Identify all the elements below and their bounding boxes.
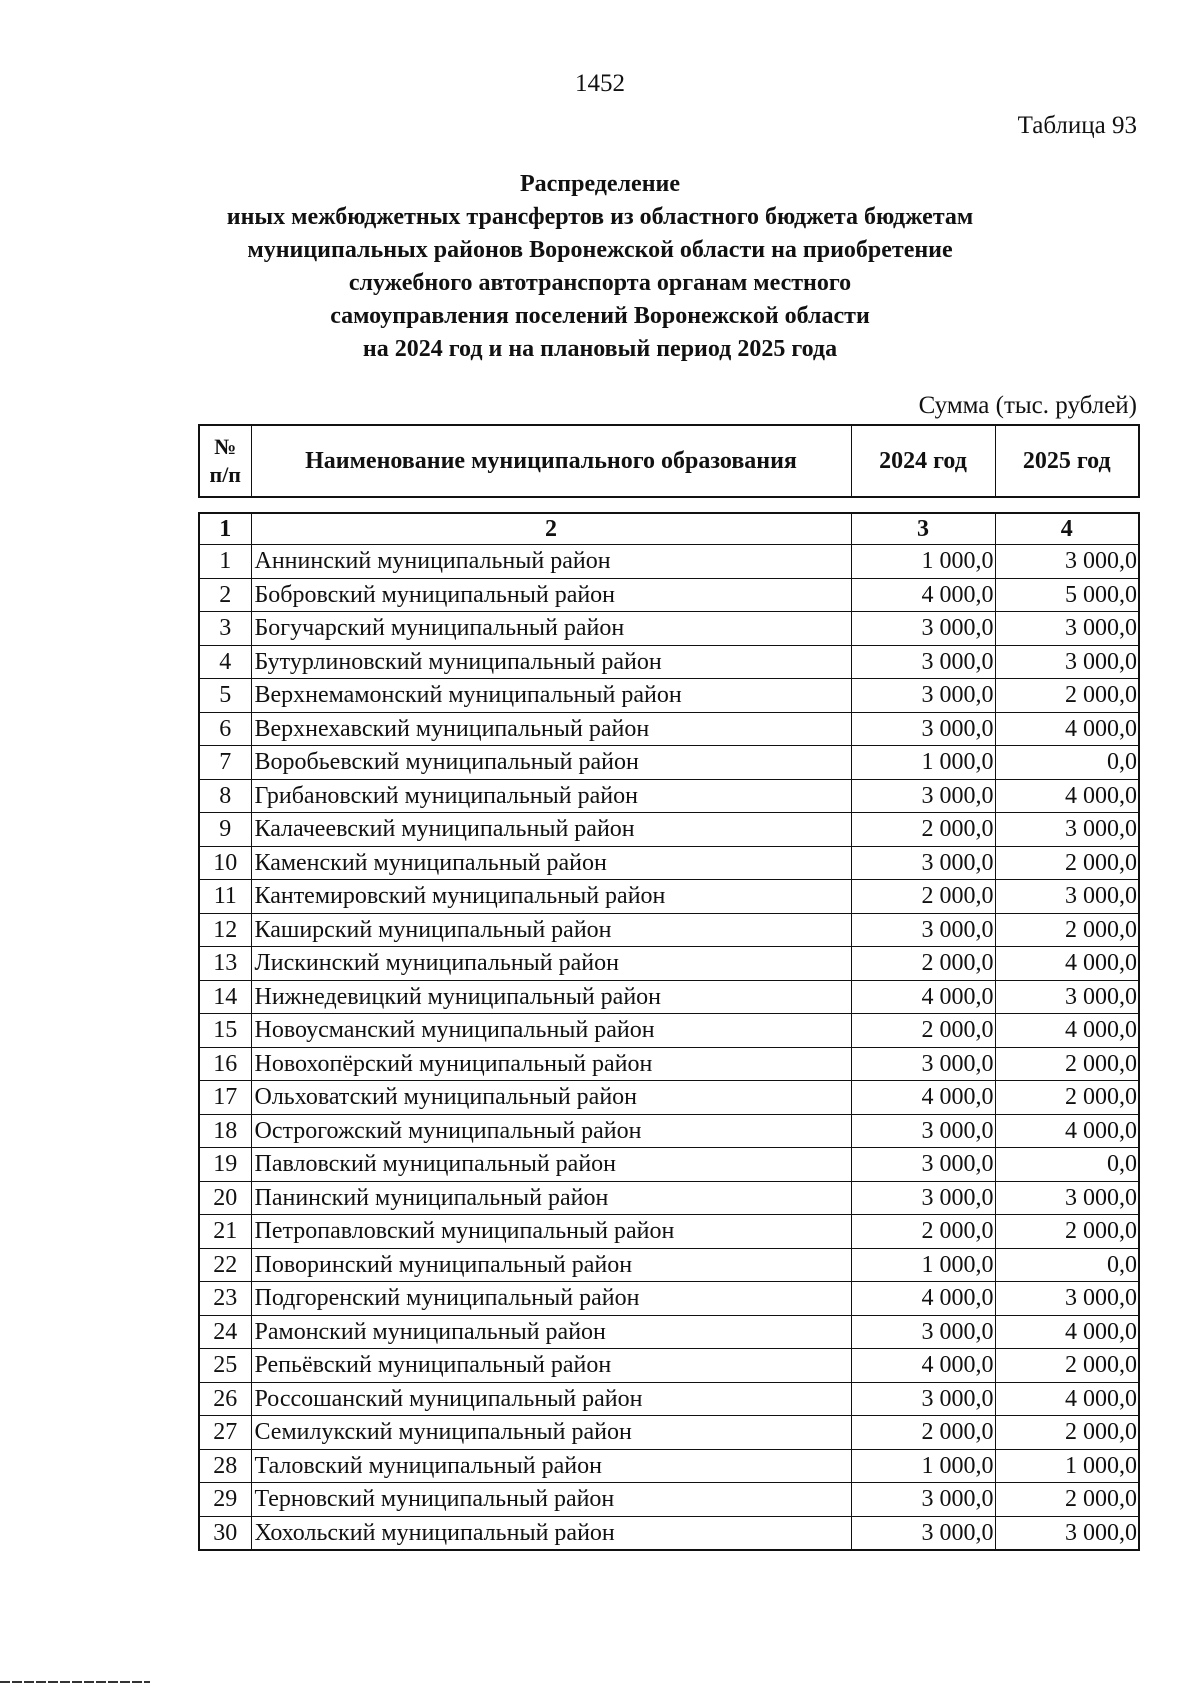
table-row [199,947,1139,981]
row-number: 19 [199,1148,251,1182]
row-value-2025: 0,0 [995,1148,1139,1182]
row-value-2024: 4 000,0 [851,1081,995,1115]
row-value-2025: 0,0 [995,746,1139,780]
table-row [199,880,1139,914]
title-line: Распределение [519,171,681,197]
row-value-2025: 5 000,0 [995,578,1139,612]
column-number: 3 [851,513,995,545]
row-number: 25 [199,1349,251,1383]
table-row [199,980,1139,1014]
title-line: на 2024 год и на плановый период 2025 года [362,336,838,362]
header-2024: 2024 год [851,425,995,497]
row-name: Бутурлиновский муниципальный район [251,645,851,679]
row-number: 18 [199,1114,251,1148]
row-value-2024: 2 000,0 [851,880,995,914]
table-row [199,779,1139,813]
row-name: Хохольский муниципальный район [251,1516,851,1550]
row-number: 28 [199,1449,251,1483]
table-row [199,746,1139,780]
row-value-2024: 3 000,0 [851,679,995,713]
column-number: 4 [995,513,1139,545]
row-number: 9 [199,813,251,847]
table-row [199,1483,1139,1517]
row-value-2025: 4 000,0 [995,779,1139,813]
row-value-2025: 3 000,0 [995,813,1139,847]
row-value-2025: 4 000,0 [995,1114,1139,1148]
row-name: Острогожский муниципальный район [251,1114,851,1148]
header-row [199,425,1139,497]
row-value-2025: 2 000,0 [995,1081,1139,1115]
row-value-2025: 4 000,0 [995,712,1139,746]
row-number: 7 [199,746,251,780]
row-value-2024: 3 000,0 [851,712,995,746]
row-name: Богучарский муниципальный район [251,612,851,646]
row-name: Бобровский муниципальный район [251,578,851,612]
row-value-2025: 3 000,0 [995,980,1139,1014]
row-number: 15 [199,1014,251,1048]
row-value-2025: 3 000,0 [995,1516,1139,1550]
row-value-2024: 3 000,0 [851,1181,995,1215]
row-value-2024: 2 000,0 [851,1416,995,1450]
table-row [199,1181,1139,1215]
data-table [198,512,1140,1551]
row-value-2025: 2 000,0 [995,913,1139,947]
table-row [199,679,1139,713]
row-value-2025: 0,0 [995,1248,1139,1282]
row-number: 16 [199,1047,251,1081]
table-row [199,1081,1139,1115]
page-number: 1452 [575,70,625,97]
row-value-2025: 2 000,0 [995,1349,1139,1383]
row-name: Кантемировский муниципальный район [251,880,851,914]
header-num-line1: № [214,434,237,459]
row-name: Лискинский муниципальный район [251,947,851,981]
row-value-2024: 3 000,0 [851,1114,995,1148]
row-value-2024: 1 000,0 [851,545,995,579]
table-body [199,513,1139,1550]
table-row [199,1215,1139,1249]
row-number: 29 [199,1483,251,1517]
row-value-2024: 3 000,0 [851,1315,995,1349]
row-value-2024: 3 000,0 [851,1483,995,1517]
row-value-2025: 2 000,0 [995,1047,1139,1081]
table-row [199,913,1139,947]
table-row [199,1416,1139,1450]
table-row [199,846,1139,880]
row-name: Семилукский муниципальный район [251,1416,851,1450]
row-name: Нижнедевицкий муниципальный район [251,980,851,1014]
row-value-2024: 2 000,0 [851,813,995,847]
row-value-2025: 3 000,0 [995,880,1139,914]
row-value-2024: 3 000,0 [851,1148,995,1182]
row-value-2024: 4 000,0 [851,578,995,612]
row-value-2024: 3 000,0 [851,846,995,880]
row-number: 22 [199,1248,251,1282]
row-value-2024: 1 000,0 [851,1248,995,1282]
row-number: 21 [199,1215,251,1249]
row-value-2024: 4 000,0 [851,1282,995,1316]
table-row [199,1315,1139,1349]
table-header [198,424,1140,498]
row-value-2025: 2 000,0 [995,679,1139,713]
row-number: 1 [199,545,251,579]
row-value-2024: 2 000,0 [851,1014,995,1048]
row-value-2024: 3 000,0 [851,1047,995,1081]
row-name: Петропавловский муниципальный район [251,1215,851,1249]
column-numbers-row [199,513,1139,545]
title-line: иных межбюджетных трансфертов из областного бюджета бюджетам [226,204,974,230]
row-value-2024: 4 000,0 [851,1349,995,1383]
table-row [199,612,1139,646]
row-number: 17 [199,1081,251,1115]
row-number: 6 [199,712,251,746]
footer-rule [0,1681,150,1683]
row-name: Рамонский муниципальный район [251,1315,851,1349]
row-value-2024: 3 000,0 [851,612,995,646]
row-value-2025: 3 000,0 [995,612,1139,646]
row-name: Каменский муниципальный район [251,846,851,880]
row-number: 3 [199,612,251,646]
header-2025: 2025 год [995,425,1139,497]
row-number: 5 [199,679,251,713]
table-row [199,645,1139,679]
row-name: Поворинский муниципальный район [251,1248,851,1282]
table-row [199,813,1139,847]
row-number: 23 [199,1282,251,1316]
row-name: Новохопёрский муниципальный район [251,1047,851,1081]
row-value-2025: 3 000,0 [995,545,1139,579]
table-row [199,712,1139,746]
row-value-2024: 2 000,0 [851,947,995,981]
row-value-2025: 4 000,0 [995,947,1139,981]
row-name: Грибановский муниципальный район [251,779,851,813]
row-number: 2 [199,578,251,612]
table-row [199,1014,1139,1048]
column-number: 1 [199,513,251,545]
row-value-2024: 2 000,0 [851,1215,995,1249]
row-value-2024: 3 000,0 [851,1382,995,1416]
row-value-2024: 3 000,0 [851,1516,995,1550]
table-row [199,1047,1139,1081]
table-row [199,545,1139,579]
table-title [150,168,1050,366]
table-row [199,1114,1139,1148]
row-number: 11 [199,880,251,914]
table-row [199,1248,1139,1282]
row-value-2025: 2 000,0 [995,846,1139,880]
row-value-2025: 2 000,0 [995,1483,1139,1517]
row-number: 26 [199,1382,251,1416]
table-row [199,1516,1139,1550]
row-number: 13 [199,947,251,981]
row-value-2025: 4 000,0 [995,1315,1139,1349]
title-line: муниципальных районов Воронежской области на приобретение [247,237,953,263]
row-value-2025: 4 000,0 [995,1014,1139,1048]
row-value-2024: 3 000,0 [851,779,995,813]
row-value-2025: 4 000,0 [995,1382,1139,1416]
row-value-2024: 3 000,0 [851,645,995,679]
row-name: Новоусманский муниципальный район [251,1014,851,1048]
table-row [199,1382,1139,1416]
row-number: 4 [199,645,251,679]
row-value-2024: 1 000,0 [851,746,995,780]
header-name: Наименование муниципального образования [251,425,851,497]
units-label: Сумма (тыс. рублей) [918,392,1137,419]
row-name: Верхнехавский муниципальный район [251,712,851,746]
table-label: Таблица 93 [1017,112,1137,139]
table-row [199,1282,1139,1316]
row-value-2025: 2 000,0 [995,1215,1139,1249]
row-name: Терновский муниципальный район [251,1483,851,1517]
header-num-line2: п/п [209,462,241,487]
row-number: 27 [199,1416,251,1450]
table-row [199,1449,1139,1483]
row-name: Репьёвский муниципальный район [251,1349,851,1383]
row-value-2025: 3 000,0 [995,1282,1139,1316]
row-number: 20 [199,1181,251,1215]
row-name: Подгоренский муниципальный район [251,1282,851,1316]
row-value-2025: 3 000,0 [995,645,1139,679]
row-value-2025: 3 000,0 [995,1181,1139,1215]
row-name: Россошанский муниципальный район [251,1382,851,1416]
title-line: служебного автотранспорта органам местного [348,270,852,296]
row-number: 12 [199,913,251,947]
row-number: 30 [199,1516,251,1550]
row-value-2025: 2 000,0 [995,1416,1139,1450]
row-name: Калачеевский муниципальный район [251,813,851,847]
row-value-2024: 4 000,0 [851,980,995,1014]
row-number: 10 [199,846,251,880]
row-value-2024: 3 000,0 [851,913,995,947]
row-name: Каширский муниципальный район [251,913,851,947]
row-number: 14 [199,980,251,1014]
row-name: Панинский муниципальный район [251,1181,851,1215]
title-line: самоуправления поселений Воронежской области [330,303,870,329]
table-row [199,1349,1139,1383]
row-name: Таловский муниципальный район [251,1449,851,1483]
header-num [199,425,251,497]
column-number: 2 [251,513,851,545]
row-name: Воробьевский муниципальный район [251,746,851,780]
row-name: Верхнемамонский муниципальный район [251,679,851,713]
row-number: 24 [199,1315,251,1349]
row-name: Аннинский муниципальный район [251,545,851,579]
row-name: Ольховатский муниципальный район [251,1081,851,1115]
table-row [199,578,1139,612]
row-name: Павловский муниципальный район [251,1148,851,1182]
row-value-2024: 1 000,0 [851,1449,995,1483]
table-row [199,1148,1139,1182]
row-value-2025: 1 000,0 [995,1449,1139,1483]
row-number: 8 [199,779,251,813]
